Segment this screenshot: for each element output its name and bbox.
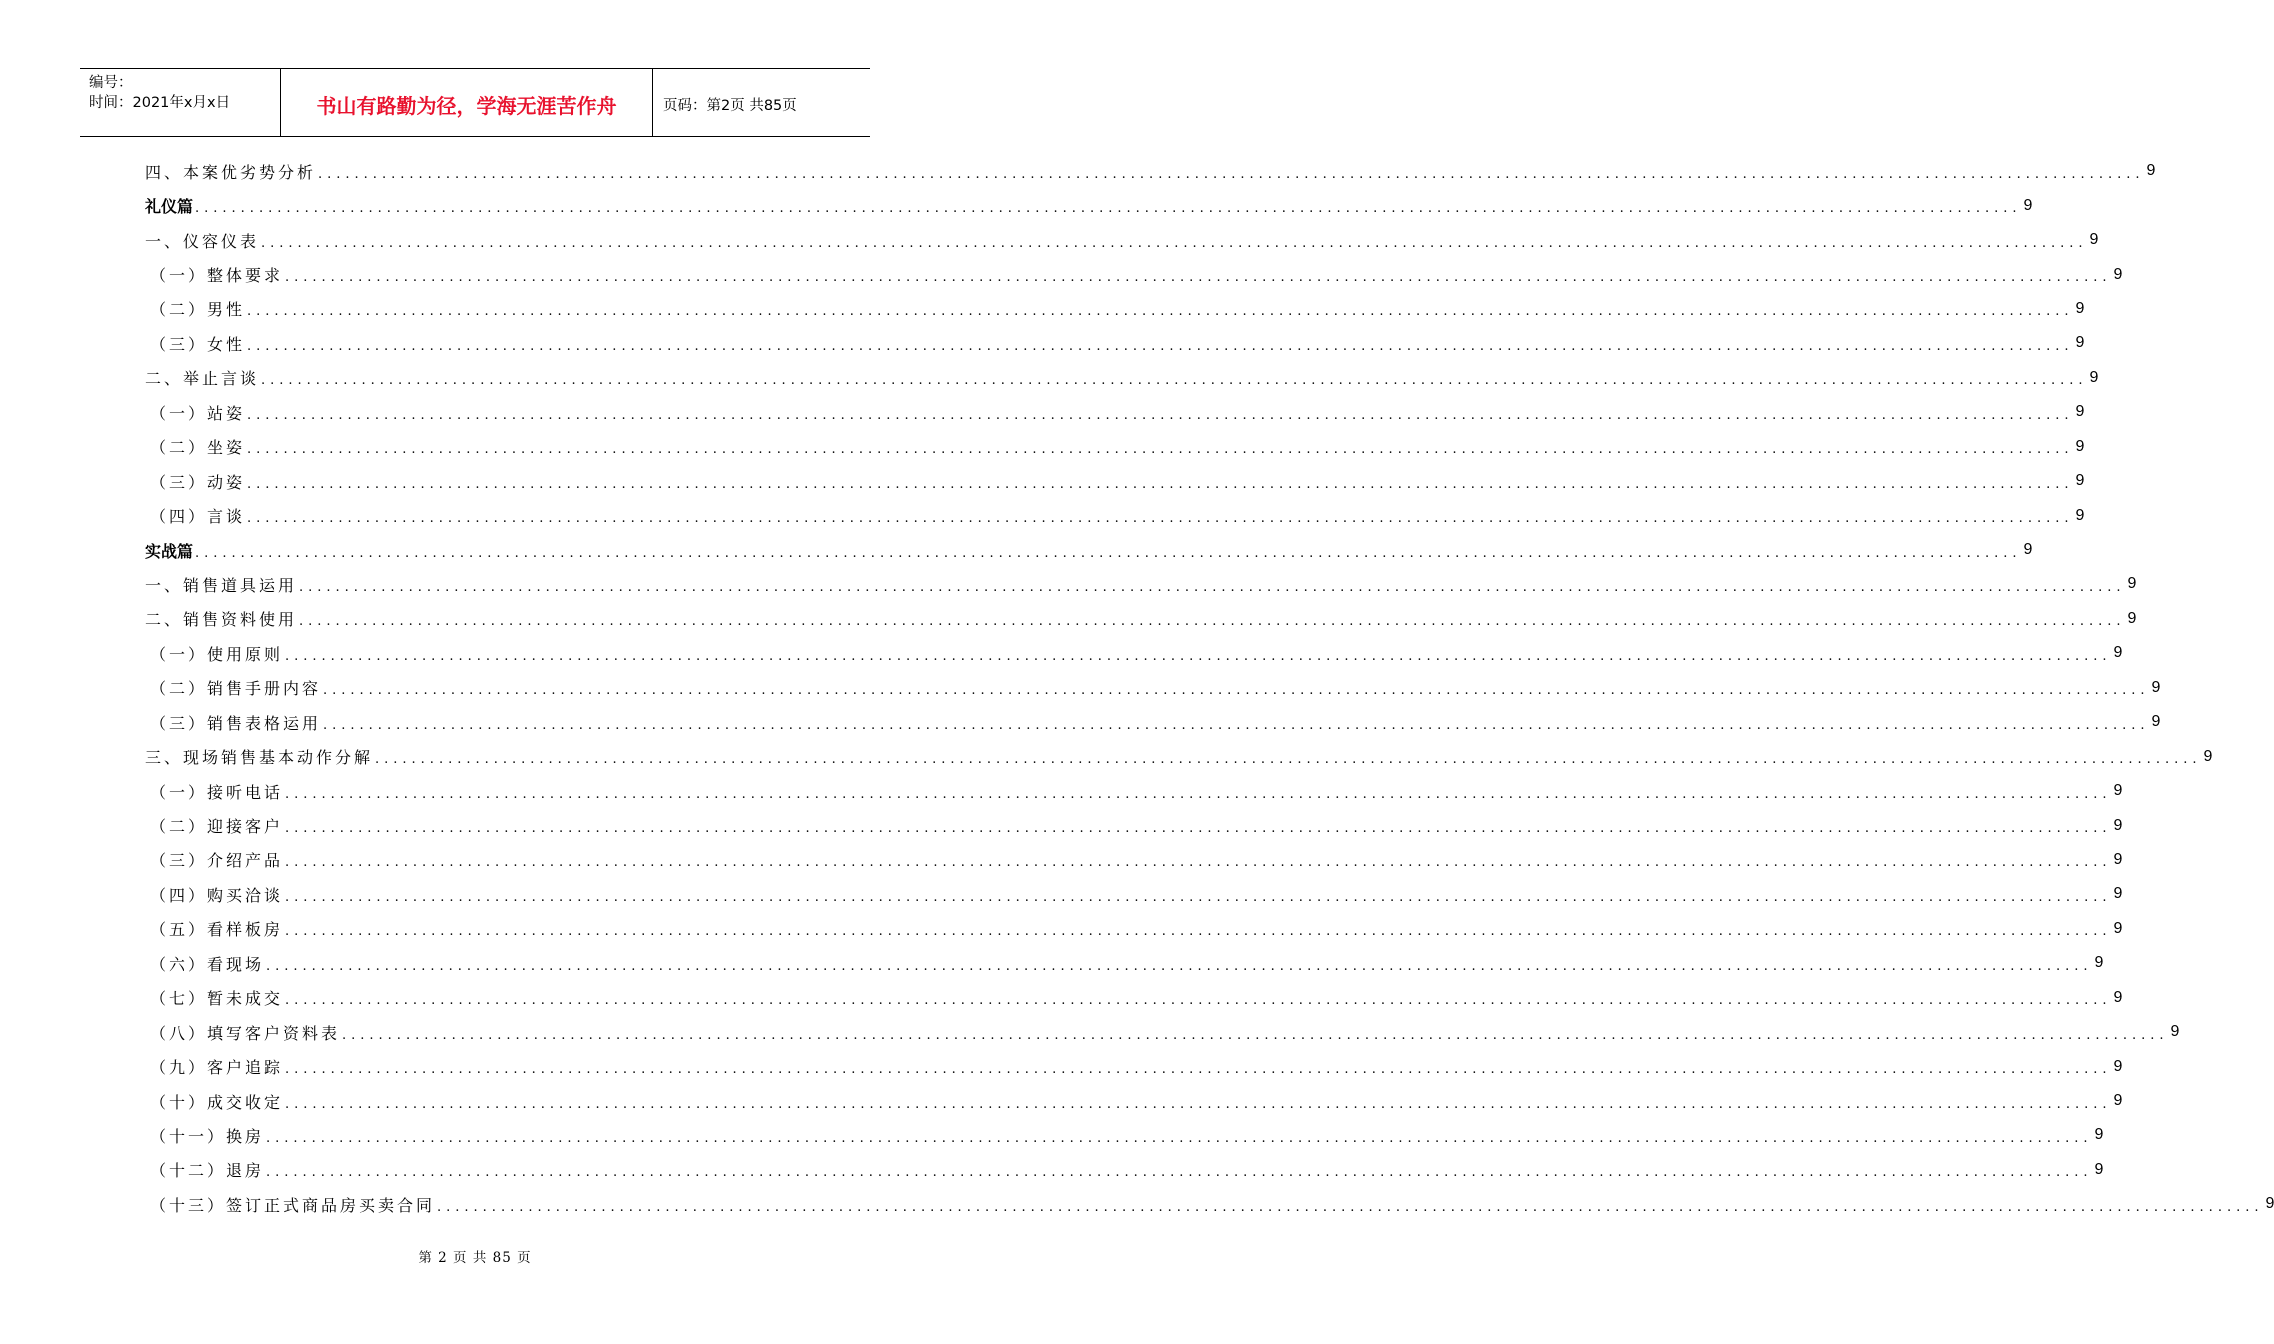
toc-entry-title: （二）男性: [150, 300, 246, 320]
toc-entry-page-number: 9: [2075, 472, 2085, 490]
toc-entry-title: 一、销售道具运用: [145, 575, 298, 595]
toc-entry-title: （一）站姿: [150, 403, 246, 423]
document-time-label: 时间：2021年x月x日: [89, 95, 231, 111]
toc-dot-leader: ........................................................................................................................................................................................................: [285, 270, 2112, 286]
toc-entry-page-number: 9: [2265, 1195, 2274, 1213]
toc-entry[interactable]: [145, 705, 2161, 739]
toc-entry[interactable]: [145, 257, 2123, 291]
toc-dot-leader: ........................................................................................................................................................................................................: [195, 201, 2022, 217]
toc-entry-title: （二）坐姿: [150, 438, 246, 458]
toc-entry-title: （十一）换房: [150, 1126, 265, 1146]
toc-dot-leader: ........................................................................................................................................................................................................: [285, 648, 2112, 664]
toc-entry-title: 四、本案优劣势分析: [145, 162, 317, 182]
toc-dot-leader: ........................................................................................................................................................................................................: [285, 821, 2112, 837]
toc-entry-page-number: 9: [2113, 782, 2123, 800]
toc-dot-leader: ........................................................................................................................................................................................................: [247, 442, 2074, 458]
toc-entry-page-number: 9: [2075, 437, 2085, 455]
toc-entry-page-number: 9: [2075, 334, 2085, 352]
toc-dot-leader: ........................................................................................................................................................................................................: [261, 373, 2088, 389]
toc-dot-leader: ........................................................................................................................................................................................................: [247, 476, 2074, 492]
toc-entry[interactable]: [145, 808, 2123, 842]
toc-entry[interactable]: [145, 1015, 2180, 1049]
toc-entry-title: （四）言谈: [150, 507, 246, 527]
toc-entry-title: （三）动姿: [150, 472, 246, 492]
toc-entry[interactable]: [145, 739, 2213, 773]
toc-entry-title: （三）女性: [150, 334, 246, 354]
toc-entry-title: 二、举止言谈: [145, 369, 260, 389]
toc-dot-leader: ........................................................................................................................................................................................................: [266, 958, 2093, 974]
toc-dot-leader: ........................................................................................................................................................................................................: [437, 1199, 2264, 1215]
toc-entry[interactable]: [145, 430, 2085, 464]
toc-entry-title: （十三）签订正式商品房买卖合同: [150, 1195, 436, 1215]
toc-dot-leader: ........................................................................................................................................................................................................: [247, 407, 2074, 423]
toc-entry-title: （三）介绍产品: [150, 851, 284, 871]
toc-entry-page-number: 9: [2146, 162, 2156, 180]
toc-entry-page-number: 9: [2113, 265, 2123, 283]
toc-entry-page-number: 9: [2113, 988, 2123, 1006]
toc-dot-leader: ........................................................................................................................................................................................................: [285, 889, 2112, 905]
toc-entry-title: （五）看样板房: [150, 920, 284, 940]
toc-entry-page-number: 9: [2151, 678, 2161, 696]
toc-entry-page-number: 9: [2089, 368, 2099, 386]
toc-entry-page-number: 9: [2151, 713, 2161, 731]
toc-dot-leader: ........................................................................................................................................................................................................: [285, 855, 2112, 871]
toc-dot-leader: ........................................................................................................................................................................................................: [342, 1027, 2169, 1043]
toc-entry-title: （十）成交收定: [150, 1092, 284, 1112]
toc-dot-leader: ........................................................................................................................................................................................................: [247, 304, 2074, 320]
toc-entry-page-number: 9: [2094, 1160, 2104, 1178]
toc-entry[interactable]: [145, 1118, 2104, 1152]
toc-entry[interactable]: [145, 326, 2085, 360]
toc-entry[interactable]: [145, 912, 2123, 946]
toc-entry[interactable]: [145, 636, 2123, 670]
toc-entry[interactable]: [145, 774, 2123, 808]
toc-entry[interactable]: [145, 946, 2104, 980]
toc-entry-title: （十二）退房: [150, 1161, 265, 1181]
toc-entry[interactable]: [145, 877, 2123, 911]
toc-entry-page-number: 9: [2113, 644, 2123, 662]
toc-entry[interactable]: [145, 1153, 2104, 1187]
toc-entry[interactable]: [145, 567, 2137, 601]
toc-entry-title: 实战篇: [145, 541, 194, 561]
toc-entry[interactable]: [145, 464, 2085, 498]
toc-entry-page-number: 9: [2023, 541, 2033, 559]
toc-entry[interactable]: [145, 981, 2123, 1015]
toc-dot-leader: ........................................................................................................................................................................................................: [195, 545, 2022, 561]
toc-entry-page-number: 9: [2113, 885, 2123, 903]
toc-dot-leader: ........................................................................................................................................................................................................: [247, 511, 2074, 527]
toc-entry-title: （二）销售手册内容: [150, 679, 322, 699]
toc-dot-leader: ........................................................................................................................................................................................................: [285, 786, 2112, 802]
toc-dot-leader: ........................................................................................................................................................................................................: [285, 1096, 2112, 1112]
toc-entry-title: （二）迎接客户: [150, 817, 284, 837]
toc-entry-title: （七）暂未成交: [150, 989, 284, 1009]
toc-entry-page-number: 9: [2094, 1126, 2104, 1144]
toc-entry-title: （三）销售表格运用: [150, 713, 322, 733]
toc-entry-page-number: 9: [2113, 919, 2123, 937]
toc-entry-title: 三、现场销售基本动作分解: [145, 748, 374, 768]
table-of-contents: [145, 154, 2274, 1222]
toc-entry-title: （九）客户追踪: [150, 1058, 284, 1078]
toc-entry-page-number: 9: [2113, 816, 2123, 834]
toc-entry-title: 一、仪容仪表: [145, 231, 260, 251]
page-header: [80, 68, 870, 137]
header-motto: 书山有路勤为径，学海无涯苦作舟: [281, 69, 653, 136]
toc-entry[interactable]: [145, 533, 2033, 567]
toc-entry[interactable]: [145, 671, 2161, 705]
toc-entry[interactable]: [145, 395, 2085, 429]
toc-entry-page-number: 9: [2089, 231, 2099, 249]
toc-entry[interactable]: [145, 292, 2085, 326]
toc-entry[interactable]: [145, 1049, 2123, 1083]
toc-dot-leader: ........................................................................................................................................................................................................: [285, 924, 2112, 940]
header-meta-cell: [80, 69, 281, 136]
toc-entry-page-number: 9: [2075, 506, 2085, 524]
toc-dot-leader: ........................................................................................................................................................................................................: [299, 614, 2126, 630]
toc-entry[interactable]: [145, 361, 2099, 395]
toc-entry-title: （八）填写客户资料表: [150, 1023, 341, 1043]
toc-entry-page-number: 9: [2203, 747, 2213, 765]
toc-dot-leader: ........................................................................................................................................................................................................: [323, 717, 2150, 733]
toc-entry[interactable]: [145, 1084, 2123, 1118]
toc-dot-leader: ........................................................................................................................................................................................................: [299, 579, 2126, 595]
toc-entry[interactable]: [145, 602, 2137, 636]
toc-entry[interactable]: [145, 498, 2085, 532]
toc-entry-title: （四）购买洽谈: [150, 885, 284, 905]
toc-dot-leader: ........................................................................................................................................................................................................: [323, 683, 2150, 699]
toc-entry-page-number: 9: [2113, 1092, 2123, 1110]
toc-entry-title: （一）整体要求: [150, 266, 284, 286]
toc-entry-title: 礼仪篇: [145, 197, 194, 217]
toc-dot-leader: ........................................................................................................................................................................................................: [247, 338, 2074, 354]
toc-entry-title: （一）使用原则: [150, 644, 284, 664]
toc-entry-title: 二、销售资料使用: [145, 610, 298, 630]
toc-entry[interactable]: [145, 154, 2156, 188]
toc-entry-page-number: 9: [2094, 954, 2104, 972]
page-footer: 第 2 页 共 85 页: [418, 1250, 532, 1266]
toc-entry-page-number: 9: [2127, 609, 2137, 627]
toc-entry-page-number: 9: [2075, 403, 2085, 421]
toc-entry-page-number: 9: [2023, 196, 2033, 214]
toc-dot-leader: ........................................................................................................................................................................................................: [318, 166, 2145, 182]
document-number-label: 编号：: [89, 75, 133, 91]
toc-entry[interactable]: [145, 223, 2099, 257]
toc-dot-leader: ........................................................................................................................................................................................................: [266, 1130, 2093, 1146]
toc-dot-leader: ........................................................................................................................................................................................................: [375, 752, 2202, 768]
toc-entry-page-number: 9: [2127, 575, 2137, 593]
toc-entry-title: （六）看现场: [150, 954, 265, 974]
toc-entry-page-number: 9: [2075, 299, 2085, 317]
toc-entry-page-number: 9: [2113, 850, 2123, 868]
toc-entry-title: （一）接听电话: [150, 782, 284, 802]
header-page-info: 页码：第2页 共85页: [663, 98, 797, 114]
toc-dot-leader: ........................................................................................................................................................................................................: [285, 1062, 2112, 1078]
toc-entry-page-number: 9: [2170, 1023, 2180, 1041]
toc-entry-page-number: 9: [2113, 1057, 2123, 1075]
toc-dot-leader: ........................................................................................................................................................................................................: [285, 993, 2112, 1009]
toc-entry[interactable]: [145, 843, 2123, 877]
toc-entry[interactable]: [145, 1187, 2274, 1221]
toc-dot-leader: ........................................................................................................................................................................................................: [266, 1165, 2093, 1181]
toc-entry[interactable]: [145, 188, 2033, 222]
toc-dot-leader: ........................................................................................................................................................................................................: [261, 235, 2088, 251]
